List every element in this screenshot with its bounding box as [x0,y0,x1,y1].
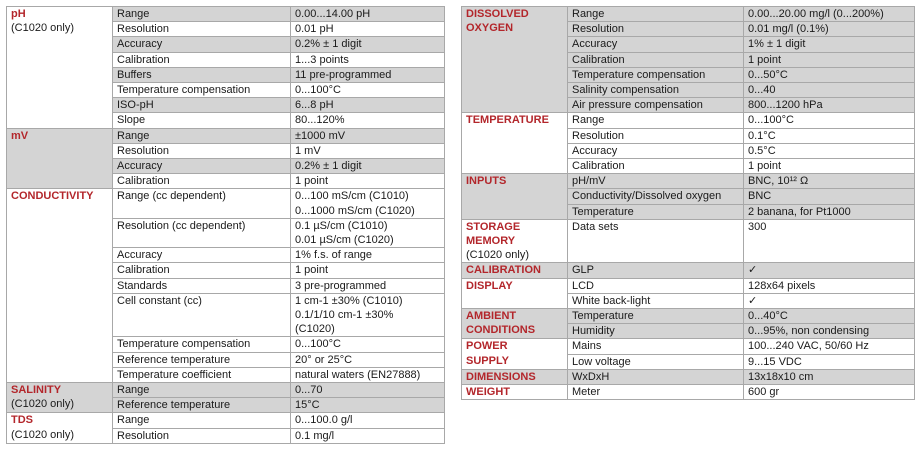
value-line: 0...100 mS/cm (C1010) [295,190,409,203]
spec-row [7,128,445,143]
parameter-label: Meter [568,385,744,400]
parameter-value [291,383,445,398]
category-power-supply [462,339,568,369]
value-line: 300 [748,220,767,233]
parameter-label: WxDxH [568,369,744,384]
parameter-value [744,98,915,113]
parameter-label: Calibration [113,263,291,278]
parameter-label: ISO-pH [113,98,291,113]
category-weight [462,385,568,400]
parameter-value [291,352,445,367]
value-line: 11 pre-programmed [295,68,392,81]
value-line: 0...70 [295,384,323,397]
parameter-label: Range [113,128,291,143]
parameter-value [744,174,915,189]
parameter-value [291,159,445,174]
parameter-value [291,337,445,352]
parameter-label: Temperature [568,309,744,324]
spec-row [462,7,915,22]
category-label: WEIGHT [466,386,510,399]
parameter-label: Calibration [568,52,744,67]
category-label: INPUTS [466,175,507,188]
parameter-label: Cell constant (cc) [113,293,291,337]
value-line: 0.1 µS/cm (C1010) [295,219,388,232]
category-label: CALIBRATION [466,264,541,277]
parameter-value [744,159,915,174]
value-line: 0.01 pH [295,23,334,36]
parameter-label: LCD [568,278,744,293]
value-line: 0.00...14.00 pH [295,8,371,20]
value-line: 1...3 points [295,53,349,66]
category-tds [7,413,113,443]
parameter-value [291,52,445,67]
parameter-label: Range [568,7,744,22]
value-line: 1 point [748,53,782,66]
category-ph [7,7,113,129]
parameter-label: Resolution [568,22,744,37]
category-label: mV [11,129,29,142]
parameter-value [744,293,915,308]
value-line: 9...15 VDC [748,355,802,368]
parameter-label: Temperature compensation [113,83,291,98]
value-line: 0...1000 mS/cm (C1020) [295,204,415,217]
value-line: 0.1/1/10 cm-1 ±30% [295,309,394,322]
category-note: (C1020 only) [466,249,529,262]
value-line: 0.5°C [748,144,776,157]
value-line: 2 banana, for Pt1000 [748,205,851,218]
parameter-label: Temperature coefficient [113,367,291,382]
category-label: AMBIENT CONDITIONS [466,310,536,337]
value-line: 0.01 µS/cm (C1020) [295,234,394,247]
category-dimensions [462,369,568,384]
value-line: 1 point [295,175,329,188]
value-line: 0...100°C [295,84,341,97]
value-line: 0...100°C [748,114,794,127]
category-label: pH [11,8,26,20]
category-label: DISSOLVED OXYGEN [466,8,529,35]
left-spec-body [7,7,445,444]
parameter-label: Range (cc dependent) [113,189,291,218]
value-line: 3 pre-programmed [295,279,387,292]
value-line: 800...1200 hPa [748,99,823,112]
parameter-label: Accuracy [113,248,291,263]
parameter-label: Reference temperature [113,352,291,367]
value-line: 0.1°C [748,129,776,142]
parameter-value [744,143,915,158]
value-line: 600 gr [748,386,780,399]
parameter-label: Slope [113,113,291,128]
value-line: 13x18x10 cm [748,370,814,383]
category-dissolved-oxygen [462,7,568,113]
parameter-value [744,278,915,293]
value-line: 0.2% ± 1 digit [295,38,362,51]
value-line: ✓ [748,294,758,307]
parameter-label: Humidity [568,324,744,339]
category-ambient-conditions [462,309,568,339]
parameter-label: Temperature compensation [568,67,744,82]
parameter-value [744,369,915,384]
value-line: 0.01 mg/l (0.1%) [748,23,829,36]
value-line: 0.00...20.00 mg/l (0...200%) [748,8,884,20]
spec-row [462,174,915,189]
spec-row [462,278,915,293]
parameter-value [744,204,915,219]
value-line: 100...240 VAC, 50/60 Hz [748,340,869,353]
parameter-label: pH/mV [568,174,744,189]
parameter-value [744,83,915,98]
parameter-label: Accuracy [568,143,744,158]
value-line: 80...120% [295,114,345,127]
category-label: DIMENSIONS [466,370,536,383]
parameter-value [291,174,445,189]
parameter-label: Calibration [113,52,291,67]
parameter-label: Temperature [568,204,744,219]
value-line: 15°C [295,399,320,412]
parameter-value [744,22,915,37]
spec-row [7,7,445,22]
left-spec-table [6,6,445,444]
right-spec-body [462,7,915,400]
parameter-label: Low voltage [568,354,744,369]
category-label: TEMPERATURE [466,114,549,127]
parameter-label: Conductivity/Dissolved oxygen [568,189,744,204]
parameter-value [744,67,915,82]
parameter-value [291,22,445,37]
value-line: 1 point [748,160,782,173]
parameter-value [291,128,445,143]
value-line: 6...8 pH [295,99,334,112]
parameter-value [291,83,445,98]
spec-row [462,309,915,324]
parameter-value [291,37,445,52]
parameter-label: Resolution (cc dependent) [113,218,291,247]
category-label: SALINITY [11,384,62,397]
spec-row [462,369,915,384]
spec-row [462,385,915,400]
parameter-label: Standards [113,278,291,293]
spec-row [7,189,445,218]
value-line: 0...40°C [748,310,788,323]
parameter-label: Range [113,383,291,398]
parameter-value [291,263,445,278]
parameter-label: Data sets [568,219,744,263]
parameter-value [291,413,445,428]
category-note: (C1020 only) [11,428,74,441]
parameter-value [291,367,445,382]
right-spec-table [461,6,915,400]
parameter-value [291,278,445,293]
value-line: 0...50°C [748,68,788,81]
spec-row [462,339,915,354]
value-line: 0...95%, non condensing [748,325,870,338]
parameter-value [744,324,915,339]
parameter-label: Reference temperature [113,398,291,413]
value-line: 1% ± 1 digit [748,38,806,51]
parameter-label: Calibration [568,159,744,174]
category-label: CONDUCTIVITY [11,190,94,203]
parameter-value [744,113,915,128]
category-mv [7,128,113,189]
parameter-label: Range [568,113,744,128]
value-line: 20° or 25°C [295,353,353,366]
value-line: 0...100.0 g/l [295,414,353,427]
category-calibration [462,263,568,278]
parameter-label: Calibration [113,174,291,189]
parameter-value [291,67,445,82]
category-display [462,278,568,308]
category-storage-memory [462,219,568,263]
parameter-label: Accuracy [113,159,291,174]
parameter-label: Mains [568,339,744,354]
value-line: 1 point [295,264,329,277]
value-line: ±1000 mV [295,129,346,142]
value-line: BNC [748,190,772,203]
spec-row [7,383,445,398]
parameter-value [744,309,915,324]
category-label: DISPLAY [466,279,513,292]
category-salinity [7,383,113,413]
value-line: 128x64 pixels [748,279,816,292]
parameter-value [744,7,915,22]
category-temperature [462,113,568,174]
parameter-value [291,428,445,443]
parameter-value [744,263,915,278]
parameter-value [291,113,445,128]
parameter-label: GLP [568,263,744,278]
parameter-value [291,98,445,113]
value-line: 0.2% ± 1 digit [295,160,362,173]
category-label: TDS [11,414,33,427]
parameter-value [744,354,915,369]
spec-row [7,413,445,428]
parameter-value [291,7,445,22]
value-line: 1% f.s. of range [295,249,373,262]
value-line: 1 mV [295,144,321,157]
parameter-label: Buffers [113,67,291,82]
parameter-label: Range [113,7,291,22]
parameter-label: White back-light [568,293,744,308]
parameter-value [744,219,915,263]
category-note: (C1020 only) [11,22,74,35]
parameter-value [291,293,445,337]
value-line: natural waters (EN27888) [295,368,421,381]
parameter-value [291,398,445,413]
parameter-label: Accuracy [113,37,291,52]
category-inputs [462,174,568,220]
parameter-value [744,128,915,143]
parameter-value [744,52,915,67]
value-line: 0...40 [748,84,776,97]
spec-row [462,219,915,263]
parameter-value [744,339,915,354]
parameter-value [291,248,445,263]
parameter-label: Resolution [113,143,291,158]
parameter-label: Resolution [568,128,744,143]
parameter-label: Resolution [113,428,291,443]
parameter-label: Accuracy [568,37,744,52]
value-line: (C1020) [295,323,335,336]
parameter-label: Air pressure compensation [568,98,744,113]
parameter-label: Resolution [113,22,291,37]
parameter-value [744,37,915,52]
spec-row [462,113,915,128]
value-line: 0...100°C [295,338,341,351]
value-line: ✓ [748,264,758,277]
parameter-value [291,143,445,158]
parameter-value [744,385,915,400]
parameter-label: Salinity compensation [568,83,744,98]
value-line: 0.1 mg/l [295,429,335,442]
parameter-label: Temperature compensation [113,337,291,352]
spec-row [462,263,915,278]
parameter-value [291,218,445,247]
value-line: 1 cm-1 ±30% (C1010) [295,294,403,307]
category-label: POWER SUPPLY [466,340,510,367]
parameter-label: Range [113,413,291,428]
category-note: (C1020 only) [11,398,74,411]
category-conductivity [7,189,113,383]
value-line: BNC, 10¹² Ω [748,175,809,188]
parameter-value [291,189,445,218]
parameter-value [744,189,915,204]
category-label: STORAGE MEMORY [466,220,521,248]
